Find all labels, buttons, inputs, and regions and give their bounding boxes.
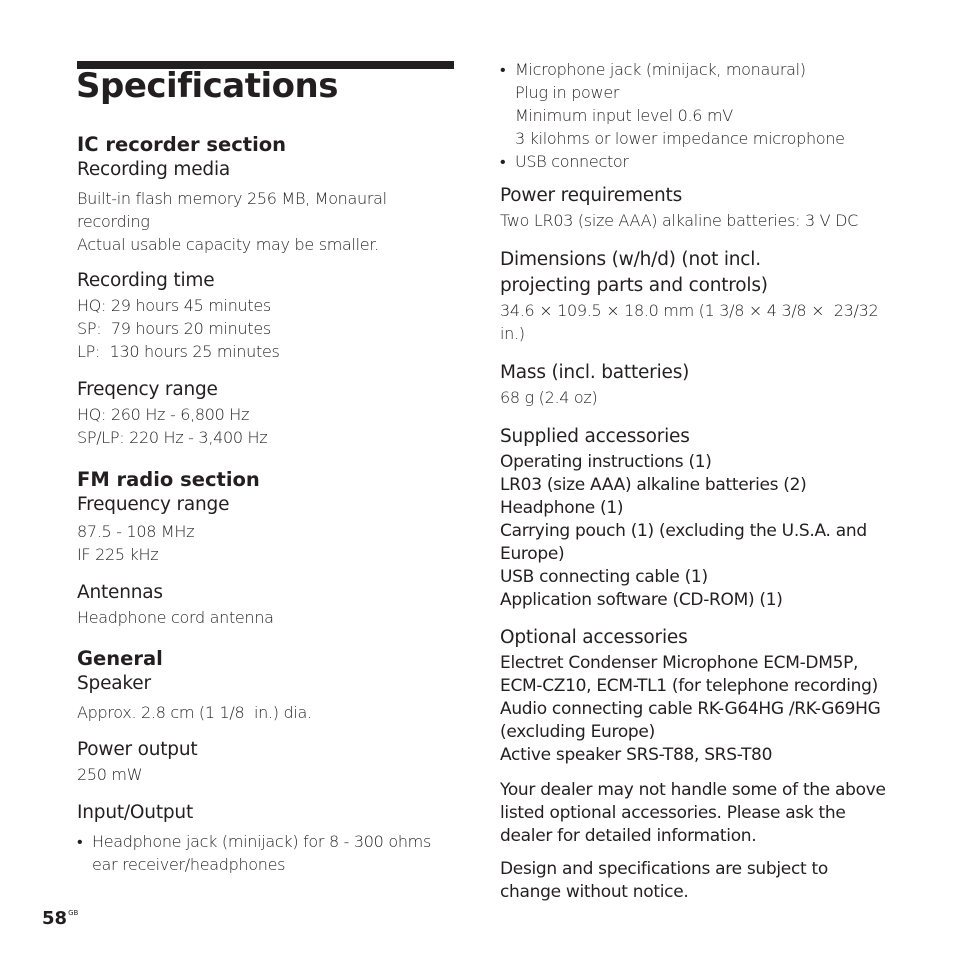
page-number	[42, 908, 78, 929]
spec-value: ear receiver/headphones	[92, 855, 286, 874]
spec-value: HQ: 29 hours 45 minutes	[77, 296, 271, 315]
bullet-item: • Headphone jack (minijack) for 8 - 300 ohms	[77, 830, 455, 853]
page-title: Specifications	[76, 66, 338, 106]
supplied-accessories-block	[500, 424, 895, 612]
spec-value: Audio connecting cable RK-G64HG /RK-G69HG	[500, 699, 881, 719]
spec-value: Actual usable capacity may be smaller.	[77, 235, 379, 254]
spec-value: recording	[77, 212, 150, 231]
note-text: change without notice.	[500, 882, 689, 902]
spec-heading: Frequency range	[77, 494, 230, 515]
spec-value: LR03 (size AAA) alkaline batteries (2)	[500, 475, 807, 495]
mic-usb-block	[500, 58, 895, 173]
spec-heading: Freqency range	[77, 379, 218, 400]
spec-heading: Antennas	[77, 582, 163, 603]
section-heading: General	[77, 647, 163, 670]
section-heading: FM radio section	[77, 468, 260, 491]
general-section	[77, 647, 455, 724]
input-output-block	[77, 800, 455, 876]
section-heading: IC recorder section	[77, 133, 287, 156]
note-text: Your dealer may not handle some of the above	[500, 780, 886, 800]
spec-value: 87.5 - 108 MHz	[77, 522, 195, 541]
dealer-note	[500, 779, 895, 848]
spec-value: 34.6 × 109.5 × 18.0 mm (1 3/8 × 4 3/8 × 23/32	[500, 301, 879, 320]
spec-value: 250 mW	[77, 765, 143, 784]
spec-heading: Power output	[77, 739, 198, 760]
spec-value: HQ: 260 Hz - 6,800 Hz	[77, 405, 250, 424]
spec-value: Minimum input level 0.6 mV	[515, 106, 733, 125]
recording-time-block	[77, 268, 455, 363]
spec-heading: projecting parts and controls)	[500, 275, 768, 296]
spec-value: Plug in power	[515, 83, 620, 102]
note-text: dealer for detailed information.	[500, 826, 757, 846]
power-output-block	[77, 737, 455, 786]
spec-value: Headphone (1)	[500, 498, 624, 518]
spec-value: 3 kilohms or lower impedance microphone	[515, 129, 845, 148]
spec-value: Two LR03 (size AAA) alkaline batteries: 3 V DC	[500, 211, 858, 230]
spec-value: Application software (CD-ROM) (1)	[500, 590, 783, 610]
spec-heading: Speaker	[77, 673, 151, 694]
dimensions-block	[500, 247, 895, 345]
spec-value: in.)	[500, 324, 525, 343]
note-text: listed optional accessories. Please ask the	[500, 803, 846, 823]
spec-heading: Recording media	[77, 159, 231, 180]
spec-value: 68 g (2.4 oz)	[500, 388, 598, 407]
antennas-block	[77, 580, 455, 629]
spec-value: Active speaker SRS-T88, SRS-T80	[500, 745, 773, 765]
spec-heading: Input/Output	[77, 802, 193, 823]
spec-value: Approx. 2.8 cm (1 1/8 in.) dia.	[77, 703, 312, 722]
spec-heading: Mass (incl. batteries)	[500, 362, 690, 383]
spec-heading: Supplied accessories	[500, 426, 690, 447]
optional-accessories-block	[500, 625, 895, 767]
spec-value: SP: 79 hours 20 minutes	[77, 319, 271, 338]
spec-value: Europe)	[500, 544, 565, 564]
spec-heading: Power requirements	[500, 185, 683, 206]
spec-value: Headphone cord antenna	[77, 608, 274, 627]
spec-value: Built-in flash memory 256 MB, Monaural	[77, 189, 387, 208]
spec-heading: Recording time	[77, 270, 215, 291]
spec-heading: Optional accessories	[500, 627, 688, 648]
mass-block	[500, 360, 895, 409]
ic-recorder-section	[77, 133, 455, 256]
spec-value: ECM-CZ10, ECM-TL1 (for telephone recording)	[500, 676, 878, 696]
change-notice	[500, 858, 895, 904]
spec-value: SP/LP: 220 Hz - 3,400 Hz	[77, 428, 268, 447]
spec-value: LP: 130 hours 25 minutes	[77, 342, 280, 361]
frequency-range-block	[77, 377, 455, 449]
spec-value: Electret Condenser Microphone ECM-DM5P,	[500, 653, 859, 673]
spec-value: USB connecting cable (1)	[500, 567, 708, 587]
note-text: Design and specifications are subject to	[500, 859, 828, 879]
spec-value: IF 225 kHz	[77, 545, 159, 564]
spec-heading: Dimensions (w/h/d) (not incl.	[500, 249, 761, 270]
bullet-item: • Microphone jack (minijack, monaural)	[500, 58, 895, 81]
spec-value: Carrying pouch (1) (excluding the U.S.A. and	[500, 521, 867, 541]
page-number-suffix: GB	[68, 909, 79, 917]
fm-radio-section	[77, 468, 455, 566]
spec-value: (excluding Europe)	[500, 722, 655, 742]
power-requirements-block	[500, 183, 895, 232]
bullet-item: • USB connector	[500, 150, 895, 173]
spec-value: Operating instructions (1)	[500, 452, 712, 472]
page-number-value: 58	[42, 908, 68, 929]
